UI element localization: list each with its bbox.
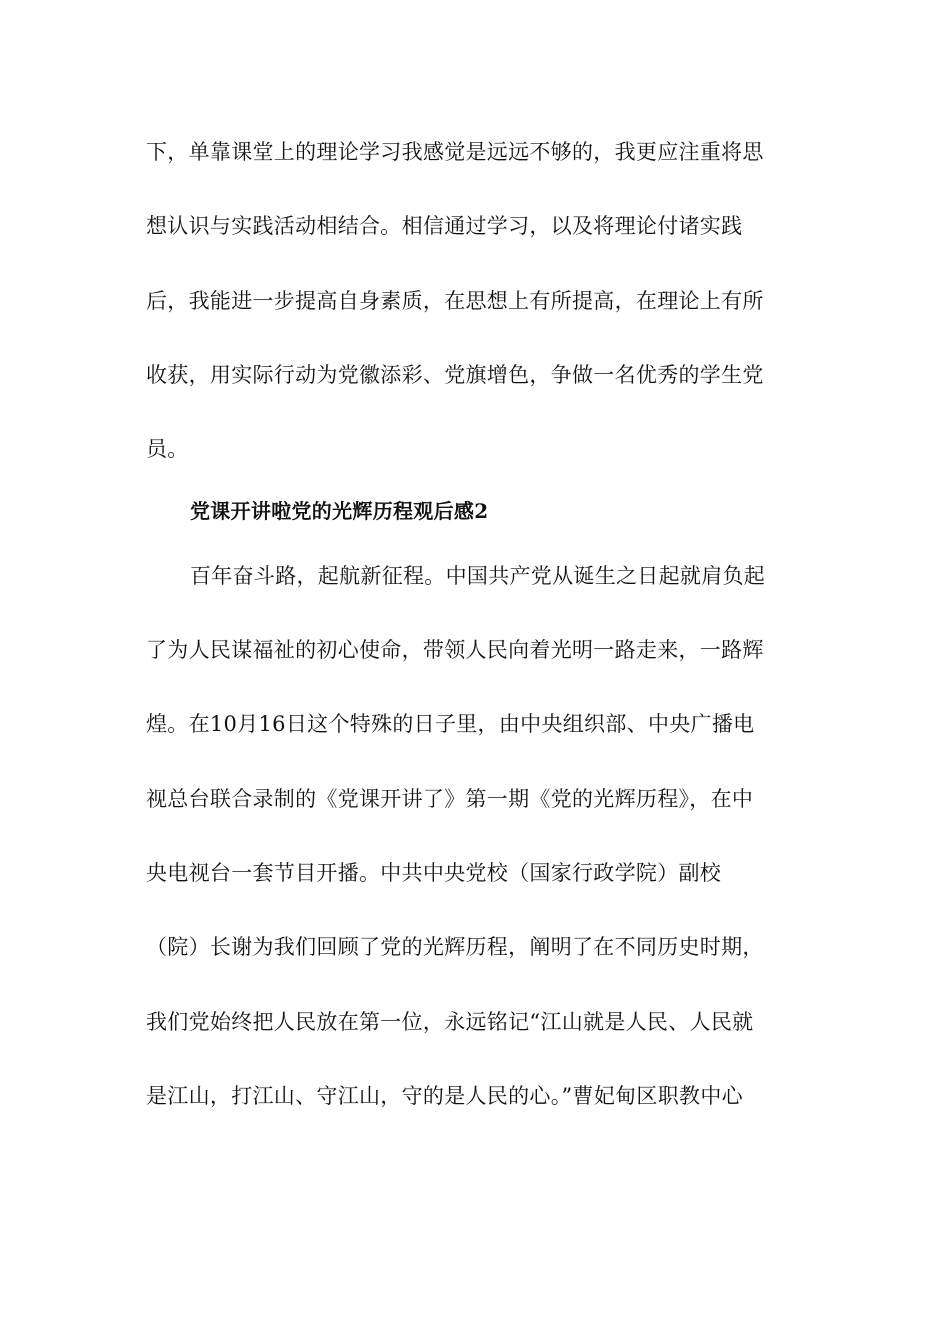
text-line: 了为人民谋福祉的初心使命，带领人民向着光明一路走来，一路辉 [146, 638, 764, 662]
text-line: 央电视台一套节目开播。中共中央党校（国家行政学院）副校 [146, 861, 722, 885]
text-line: 员。 [146, 437, 189, 461]
text-line: 视总台联合录制的《党课开讲了》第一期《党的光辉历程》，在中 [146, 787, 754, 811]
text-line: 是江山，打江山、守江山，守的是人民的心。”曹妃甸区职教中心 [146, 1084, 743, 1108]
text-line: （院）长谢为我们回顾了党的光辉历程，阐明了在不同历史时期， [146, 935, 764, 959]
text-line: 下，单靠课堂上的理论学习我感觉是远远不够的，我更应注重将思 [146, 140, 764, 164]
text-line: 收获，用实际行动为党徽添彩、党旗增色，争做一名优秀的学生党 [146, 363, 764, 387]
text-line: 我们党始终把人民放在第一位，永远铭记“江山就是人民、人民就 [146, 1010, 754, 1034]
section-heading: 党课开讲啦党的光辉历程观后感2 [190, 499, 489, 523]
text-line: 百年奋斗路，起航新征程。中国共产党从诞生之日起就肩负起 [190, 564, 766, 588]
text-line: 后，我能进一步提高自身素质，在思想上有所提高，在理论上有所 [146, 289, 764, 313]
text-line: 想认识与实践活动相结合。相信通过学习，以及将理论付诸实践 [146, 214, 743, 238]
text-line: 煌。在10月16日这个特殊的日子里，由中央组织部、中央广播电 [146, 712, 755, 736]
